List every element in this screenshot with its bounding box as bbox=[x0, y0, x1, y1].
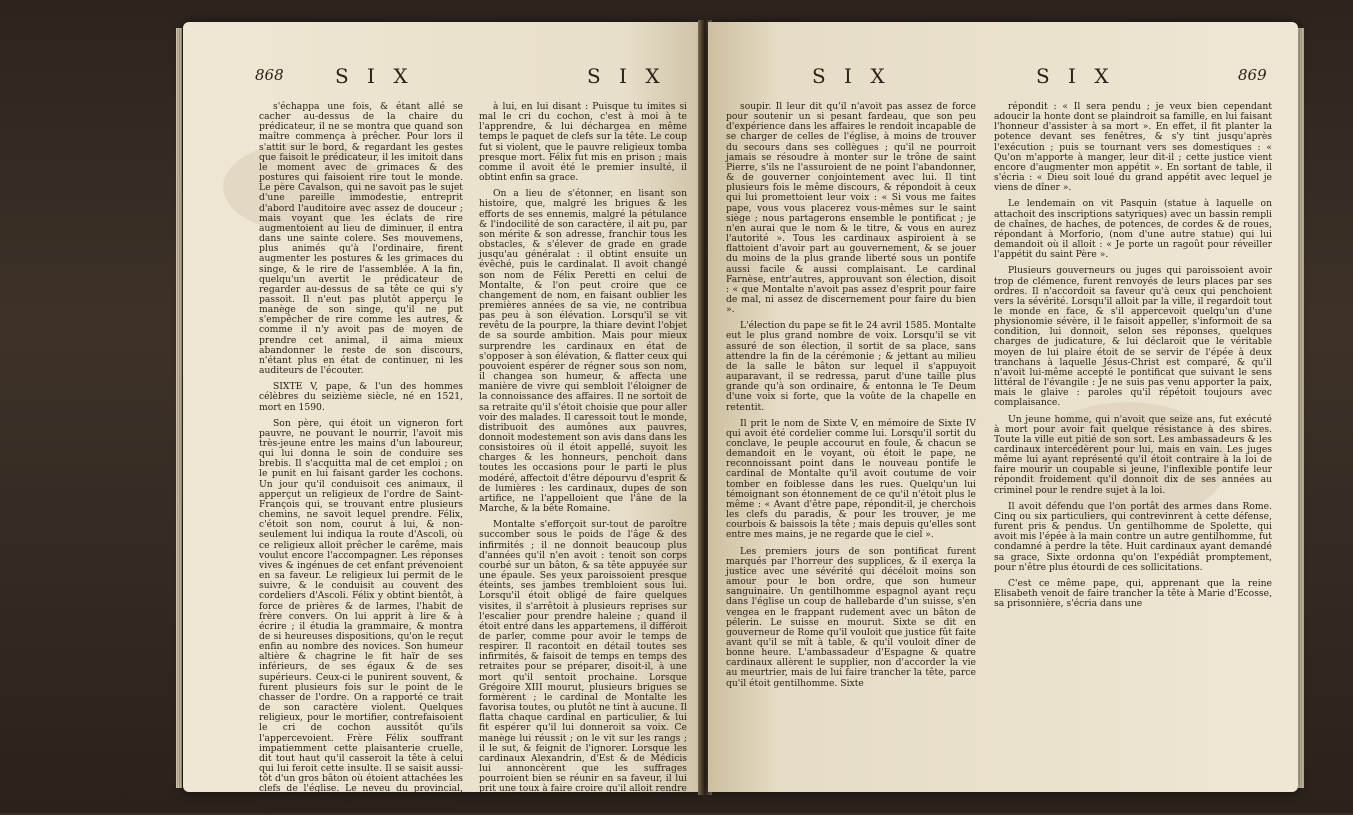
paragraph: On a lieu de s'étonner, en lisant son histoire, que, malgré les brigues & les efforts de ses ennemis, malgré la pétulance & l'indocilité de son caractère, il ait pu, par son mérite & son adresse, franchir tous les obstacles, & s'élever de grade en grade jusqu'au généralat : il obtint ensuite un évêché, puis le cardinalat. Il avoit changé son nom de Félix Peretti en celui de Montalte, & l'on peut croire que ce changement de nom, en faisant oublier les premières années de sa vie, ne contribua pas peu à son élévation. Lorsqu'il se vit revêtu de la pourpre, la thiare devint l'objet de sa sourde ambition. Mais pour mieux surprendre les cardinaux en état de s'opposer à son élévation, & flatter ceux qui pouvoient espérer de régner sous son nom, il changea son humeur, & affecta une manière de vivre qui sembloit l'éloigner de la connoissance des affaires. Il ne sortoit de sa retraite qu'il s'étoit choisie que pour aller voir des malades. Il caressoit tout le monde, distribuoit des aumônes aux pauvres, donnoit modestement son avis dans dans les consistoires où il étoit appellé, suyoit les charges & les honneurs, penchoit dans toutes les occasions pour le parti le plus modéré, affectoit d'être dépourvu d'esprit & de lumières : les cardinaux, dupes de son artifice, ne l'appelloient que l'âne de la Marche, & la bête Romaine. bbox=[479, 188, 687, 515]
left-page-edges bbox=[176, 28, 182, 788]
paragraph: à lui, en lui disant : Puisque tu imites si mal le cri du cochon, c'est à moi à te l'apprendre, & lui déchargea en même temps le paquet de clefs sur la tête. Le coup fut si violent, que le pauvre religieux tomba presque mort. Félix fut mis en prison ; mais comme il avoit été le premier insulté, il obtint enfin sa grace. bbox=[479, 101, 687, 184]
left-page-header bbox=[183, 64, 701, 90]
folio-number: 868 bbox=[255, 66, 284, 84]
running-head: S I X bbox=[1036, 64, 1115, 88]
running-head: S I X bbox=[587, 64, 666, 88]
paragraph: Montalte s'efforçoit sur-tout de paroître succomber sous le poids de l'âge & des infirmités ; il ne donnoit beaucoup plus d'années qu'il n'en avoit : tenoit son corps courbé sur un bâton, & sa tête appuyée sur une épaule. Ses yeux paroissoient presque éteints, ses jambes trembloient sous lui. Lorsqu'il étoit obligé de faire quelques visites, il s'arrêtoit à plusieurs reprises sur l'escalier pour prendre haleine ; quand il étoit entré dans les appartemens, il différoit de parler, comme pour avoir le temps de respirer. Il racontoit en détail toutes ses infirmités, & faisoit de temps en temps des retraites pour se préparer, disoit-il, à une mort qu'il sentoit prochaine. Lorsque Grégoire XIII mourut, plusieurs brigues se formèrent ; le cardinal de Montalte les favorisa toutes, ou plutôt ne tint à aucune. Il flatta chaque cardinal en particulier, & lui fit espérer qu'il lui donneroit sa voix. Ce manège lui réussit ; on le vit sur les rangs ; il le sut, & feignit de l'ignorer. Lorsque les cardinaux Alexandrin, d'Est & de Médicis lui annoncèrent que les suffrages pourroient bien se réunir en sa faveur, il lui prit une toux à faire croire qu'il alloit rendre le dernier bbox=[479, 519, 687, 805]
running-head: S I X bbox=[812, 64, 891, 88]
paragraph: C'est ce même pape, qui, apprenant que la reine Elisabeth venoit de faire trancher la tête à Marie d'Ecosse, sa prisonnière, s'écria dans une bbox=[994, 577, 1272, 610]
paragraph: Son père, qui étoit un vigneron fort pauvre, ne pouvant le nourrir, l'avoit mis très-jeune entre les mains d'un laboureur, qui lui donna le soin de conduire ses brebis. Il s'acquitta mal de cet emploi ; on le punit en lui faisant garder les cochons. Un jour qu'il conduisoit ces animaux, il apperçut un religieux de l'ordre de Saint-François qui, se trouvant entre plusieurs chemins, ne savoit lequel prendre. Félix, c'étoit son nom, courut à lui, & non-seulement lui indiqua la route d'Ascoli, où ce religieux alloit prêcher le carême, mais voulut encore l'accompagner. Les réponses vives & ingénues de cet enfant prévenoient en sa faveur. Le religieux lui permit de le suivre, & le conduisit au couvent des cordeliers d'Ascoli. Félix y obtint bientôt, à force de prières & de larmes, l'habit de frère convers. On lui apprit à lire & à écrire ; il étudia la grammaire, & montra de si heureuses dispositions, qu'on le reçut enfin au nombre des novices. Son humeur altière & chagrine le fit haïr de ses inférieurs, de ses égaux & de ses supérieurs. Ceux-ci le punirent souvent, & furent plusieurs fois sur le point de le chasser de l'ordre. On a rapporté ce trait de son caractère violent. Quelques religieux, pour le mortifier, contrefaisoient le cri de cochon aussitôt qu'ils l'appercevoient. Frère Félix souffrant impatiemment cette plaisanterie cruelle, dit tout haut qu'il casseroit la tête à celui qui lui feroit cette insulte. Il se saisit aussi-tôt d'un gros bâton où étoient attachées les clefs de l'église. Le neveu du provincial, peu effrayé de ces menaces, s'avisa de répéter les mêmes cris. Frère Félix courut bbox=[259, 417, 463, 815]
right-page-header bbox=[708, 64, 1298, 90]
left-page bbox=[183, 22, 701, 815]
paragraph: Un jeune homme, qui n'avoit que seize ans, fut exécuté à mort pour avoir fait quelque résistance à des sbires. Toute la ville eut pitié de son sort. Les ambassadeurs & les cardinaux intercédèrent pour lui, mais en vain. Les juges même lui ayant représenté qu'il étoit contraire à la loi de faire mourir un coupable si jeune, l'inflexible pontife leur répondit froidement qu'il donnoit dix de ses années au criminel pour le rendre sujet à la loi. bbox=[994, 413, 1272, 496]
folio-number: 869 bbox=[1238, 66, 1267, 84]
running-head: S I X bbox=[335, 64, 414, 88]
text-column-1 bbox=[726, 102, 976, 792]
paragraph: répondit : « Il sera pendu ; je veux bien cependant adoucir la honte dont se plaindroit sa famille, en lui faisant l'honneur d'assister à sa mort ». En effet, il fit planter la potence devant ses fenêtres, & s'y tint jusqu'après l'exécution ; puis se tournant vers ses domestiques : « Qu'on m'apporte à manger, leur dit-il ; cette justice vient encore d'augmenter mon appétit ». En sortant de table, il s'écria : « Dieu soit loué du grand appétit avec lequel je viens de dîner ». bbox=[994, 101, 1272, 194]
paragraph: Le lendemain on vit Pasquin (statue à laquelle on attachoit des inscriptions satyriques) avec un bassin rempli de chaînes, de haches, de potences, de cordes & de roues, répondant à Morforio, (nom d'une autre statue) qui lui demandoit où il alloit : « Je porte un ragoût pour réveiller l'appétit du saint Père ». bbox=[994, 198, 1272, 261]
text-column-1 bbox=[259, 101, 463, 815]
paragraph: soupir. Il leur dit qu'il n'avoit pas assez de force pour soutenir un si pesant fardeau, que son peu d'expérience dans les affaires le rendoit incapable de se charger de celles de l'église, à moins de trouver du secours dans ses collègues ; qu'il ne pourroit jamais se résoudre à monter sur le trône de saint Pierre, s'ils ne l'assuroient de ne point l'abandonner, & de gouverner conjointement avec lui. Il tint plusieurs fois le même discours, & répondoit à ceux qui lui promettoient leur voix : « Si vous me faites pape, vous vous placerez vous-mêmes sur le saint siège ; nous partagerons ensemble le pontificat ; je n'en aurai que le nom & le titre, & vous en aurez l'autorité ». Tous les cardinaux aspiroient à se flattoient d'avoir part au gouvernement, & se jouer du moins de la plus grande liberté sous un pontife aussi facile & aussi complaisant. Le cardinal Farnèse, entr'autres, approuvant son élection, disoit : « que Montalte n'avoit pas assez d'esprit pour faire de mal, ni assez de discernement pour faire du bien ». bbox=[726, 101, 976, 316]
right-page-edges bbox=[1298, 28, 1304, 788]
text-column-2 bbox=[994, 102, 1272, 792]
paragraph: SIXTE V, pape, & l'un des hommes célèbres du seizième siècle, né en 1521, mort en 1590. bbox=[259, 381, 463, 413]
paragraph: Plusieurs gouverneurs ou juges qui paroissoient avoir trop de clémence, furent renvoyés de leurs places par ses ordres. Il n'accordoit sa faveur qu'à ceux qui penchoient vers la sévérité. Lorsqu'il alloit par la ville, il regardoit tout le monde en face, & s'il appercevoit quelqu'un d'une physionomie sévère, il le faisoit appeller, s'informoit de sa condition, lui donnoit, selon ses réponses, quelques charges de judicature, & lui déclaroit que le véritable moyen de lui plaire étoit de se servir de l'épée à deux tranchans à laquelle Jésus-Christ est comparé, & qu'il n'avoit lui-même accepté le pontificat que suivant le sens littéral de l'évangile : Je ne suis pas venu apporter la paix, mais le glaive : paroles qu'il répétoit toujours avec complaisance. bbox=[994, 265, 1272, 409]
right-page bbox=[708, 22, 1298, 792]
paragraph: L'élection du pape se fit le 24 avril 1585. Montalte eut le plus grand nombre de voix. Lorsqu'il se vit assuré de son élection, il sortit de sa place, sans attendre la fin de la cérémonie ; & jettant au milieu de la salle le bâton sur lequel il s'appuyoit auparavant, il se redressa, parut d'une taille plus grande qu'à son ordinaire, & entonna le Te Deum d'une voix si forte, que la voûte de la chapelle en retentit. bbox=[726, 320, 976, 413]
paragraph: s'échappa une fois, & étant allé se cacher au-dessus de la chaire du prédicateur, il ne se montra que quand son maître commença à prêcher. Pour lors il s'attit sur le bord, & regardant les gestes que faisoit le prédicateur, il les imitoit dans le moment avec de grimaces & des postures qui faisoient rire tout le monde. Le père Cavalson, qui ne savoit pas le sujet d'une pareille immodestie, entreprit d'abord l'auditoire avec assez de douceur ; mais voyant que les éclats de rire augmentoient au lieu de diminuer, il entra dans une sainte colere. Ses mouvemens, plus animés qu'à l'ordinaire, firent augmenter les postures & les grimaces du singe, & le rire de l'assemblée. A la fin, quelqu'un avertit le prédicateur de regarder au-dessus de sa tête ce qui s'y passoit. Il n'eut pas plutôt apperçu le manège de son singe, qu'il ne put s'empêcher de rire comme les autres, & comme il n'y avoit pas de moyen de prendre cet animal, il aima mieux abandonner le reste de son discours, n'étant plus en état de continuer, ni les auditeurs de l'écouter. bbox=[259, 101, 463, 377]
paragraph: Il avoit défendu que l'on portât des armes dans Rome. Cinq ou six particuliers, qui contrevinrent à cette défense, furent pris & pendus. Un gentilhomme de Spolette, qui avoit mis l'épée à la main contre un autre gentilhomme, fut condamné à perdre la tête. Huit cardinaux ayant demandé sa grace, Sixte ordonna qu'on l'expédiât promptement, pour n'être plus étourdi de ces sollicitations. bbox=[994, 500, 1272, 573]
paragraph: Il prit le nom de Sixte V, en mémoire de Sixte IV qui avoit été cordelier comme lui. Lorsqu'il sortit du conclave, le peuple accourut en foule, & chacun se demandoit en le voyant, où étoit le pape, ne reconnoissant point dans le nouveau pontife le cardinal de Montalte qu'il avoit coutume de voir tomber en foiblesse dans les rues. Quelqu'un lui témoignant son étonnement de ce qu'il n'étoit plus le même : « Avant d'être pape, répondit-il, je cherchois les clefs du paradis, & pour les trouver, je me courbois & baissois la tête ; mais depuis qu'elles sont entre mes mains, je ne regarde que le ciel ». bbox=[726, 417, 976, 541]
paragraph: Les premiers jours de son pontificat furent marqués par l'horreur des supplices, & il exerça la justice avec une sévérité qui décéloit moins son amour pour le bon ordre, que son humeur sanguinaire. Un gentilhomme espagnol ayant reçu dans l'église un coup de hallebarde d'un suisse, s'en vengea en le frappant rudement avec un bâton de pélerin. Le suisse en mourut. Sixte se dit en gouverneur de Rome qu'il vouloit que justice fût faite avant qu'il se mît à table, & qu'il vouloit dîner de bonne heure. L'ambassadeur d'Espagne & quatre cardinaux allèrent le supplier, non d'accorder la vie au meurtrier, mais de lui faire trancher la tête, parce qu'il étoit gentilhomme. Sixte bbox=[726, 545, 976, 689]
text-column-2 bbox=[479, 101, 687, 805]
